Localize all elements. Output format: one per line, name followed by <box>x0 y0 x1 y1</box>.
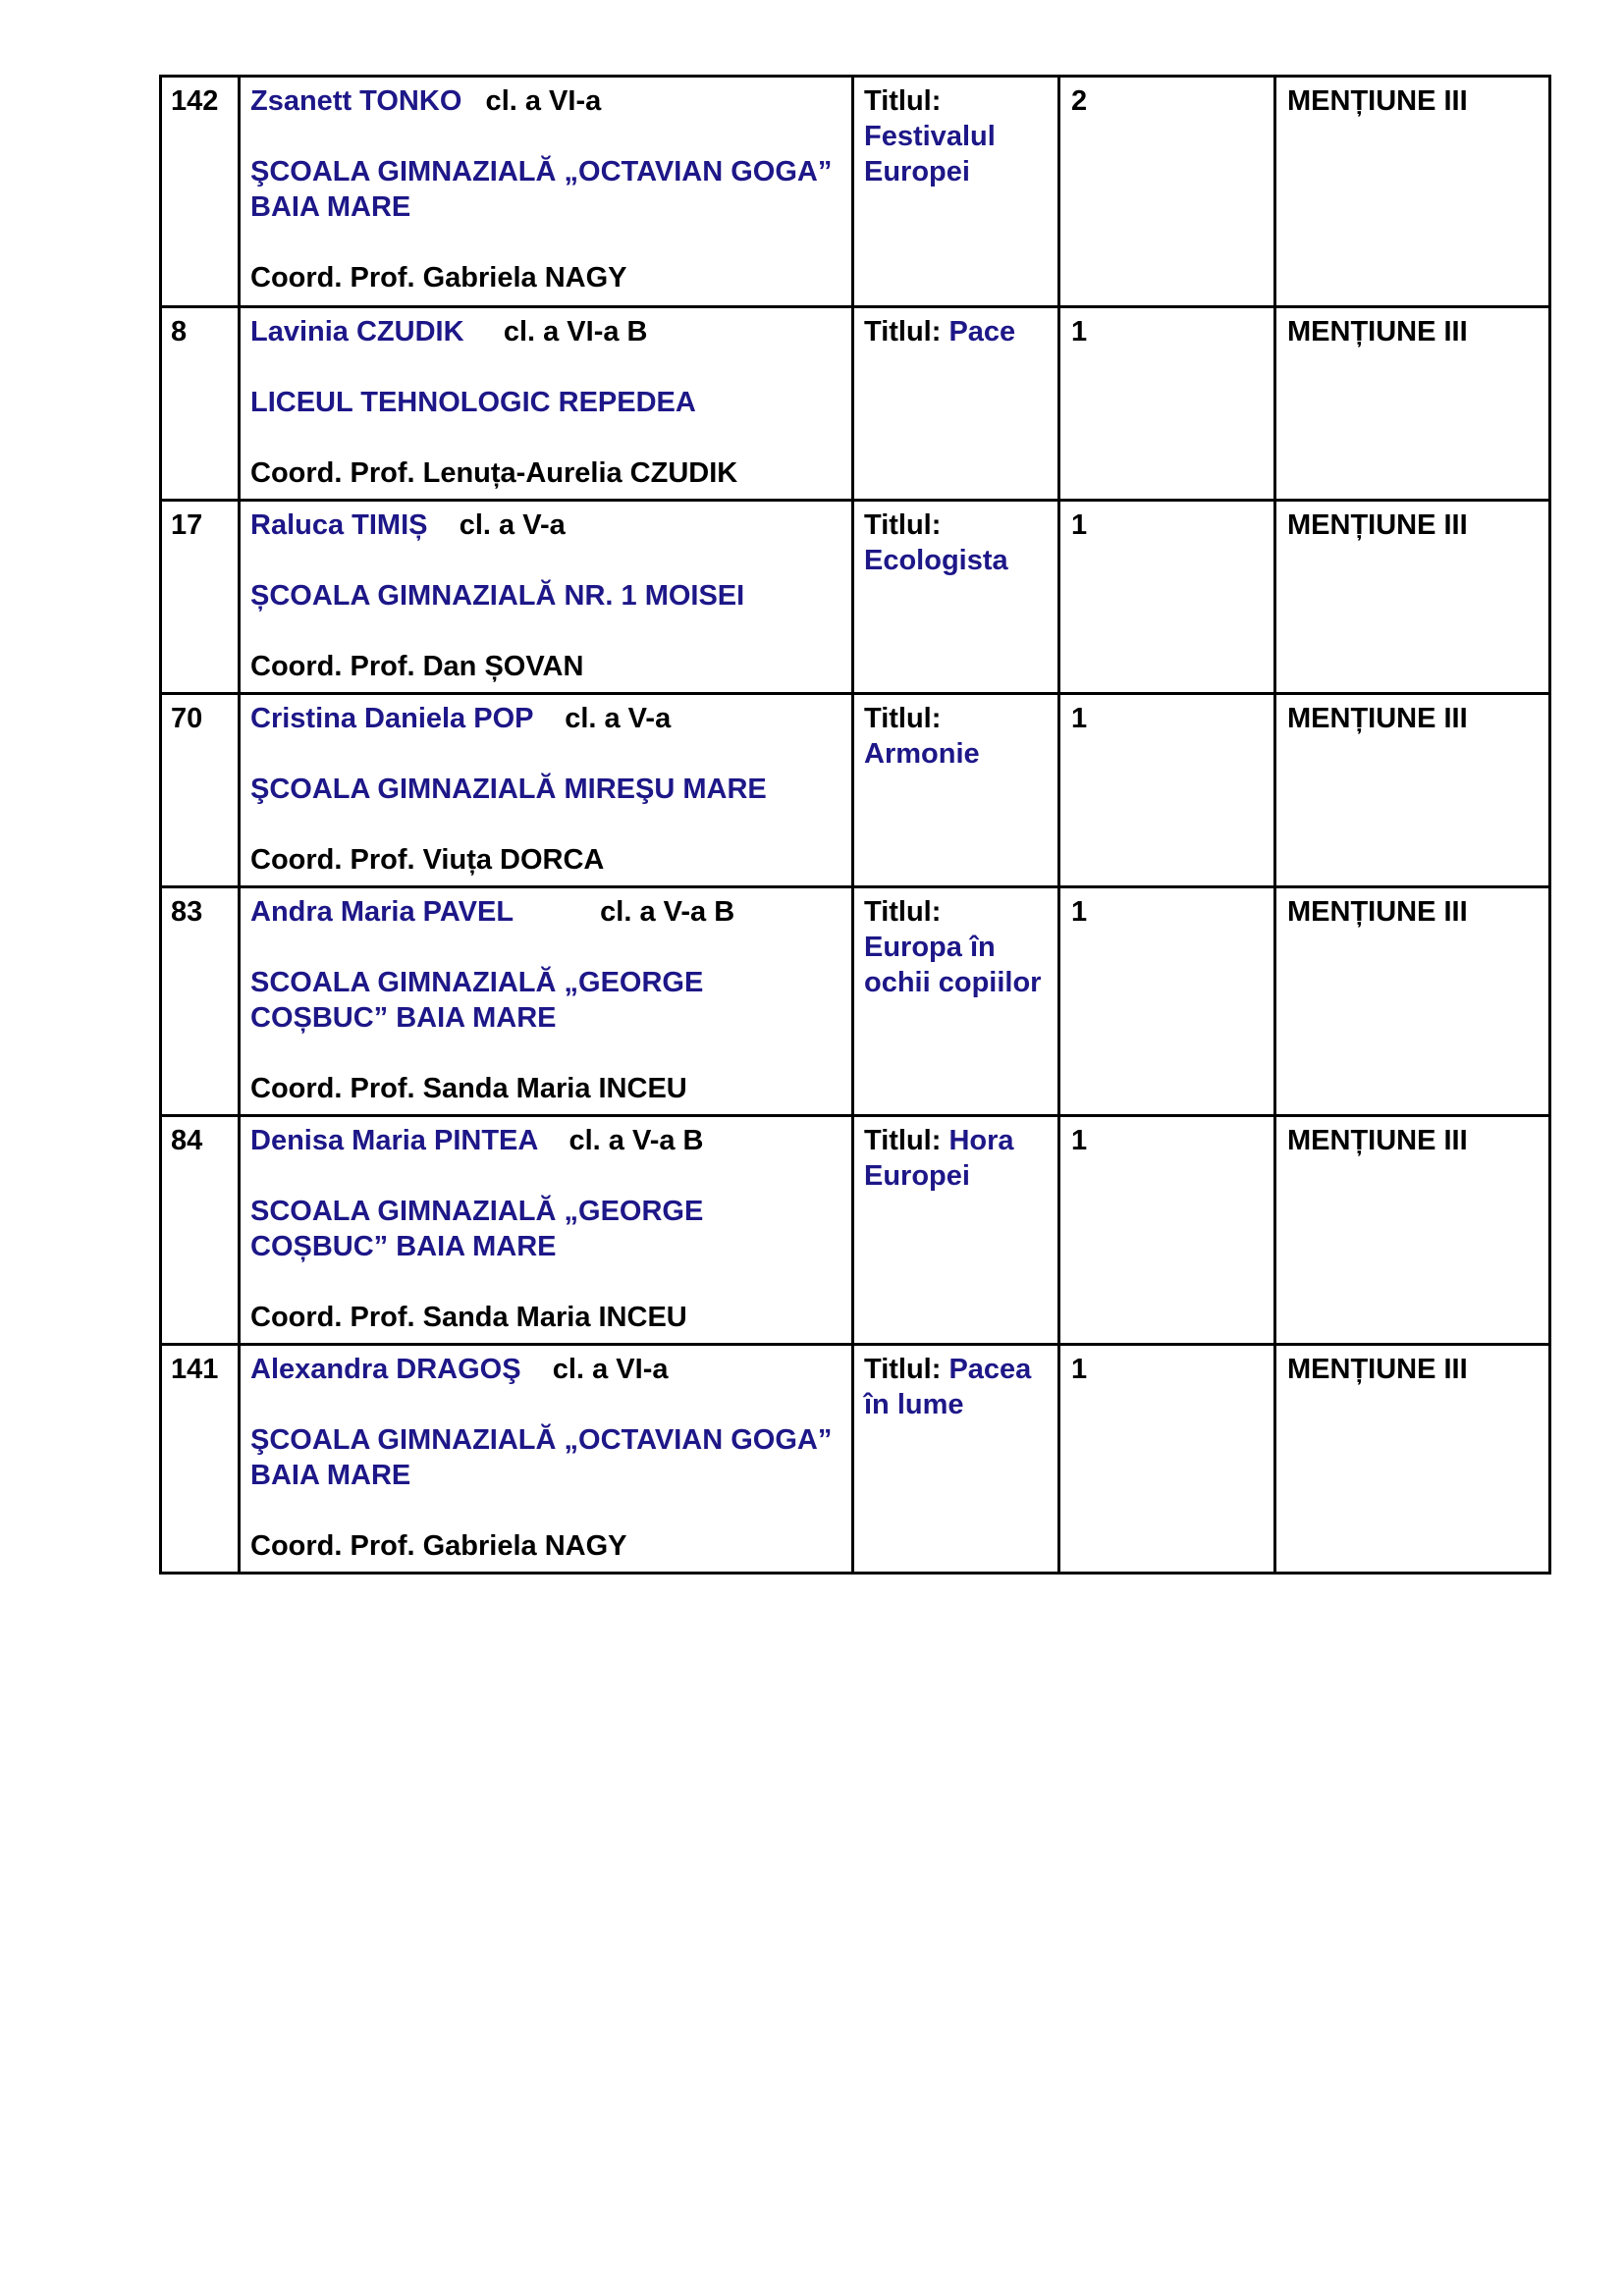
student-class: cl. a V-a B <box>537 1125 704 1156</box>
coordinator: Coord. Prof. Sanda Maria INCEU <box>250 1302 687 1333</box>
table-row <box>161 694 1550 887</box>
student-line <box>250 314 843 349</box>
entry-number: 84 <box>161 1116 240 1345</box>
school-line: SCOALA GIMNAZIALĂ „GEORGE <box>250 967 704 998</box>
student-line <box>250 1123 843 1158</box>
student-cell <box>240 1345 853 1574</box>
award-cell: MENȚIUNE III <box>1275 694 1550 887</box>
school-line: ŞCOALA GIMNAZIALĂ „OCTAVIAN GOGA” <box>250 1424 833 1456</box>
title-cell <box>853 307 1059 501</box>
title-label: Titlul: <box>864 509 942 541</box>
award-cell: MENȚIUNE III <box>1275 307 1550 501</box>
school-name <box>250 154 843 225</box>
title-label: Titlul: <box>864 703 942 734</box>
score-cell: 1 <box>1059 694 1275 887</box>
results-table <box>159 75 1551 1575</box>
school-line: ŞCOALA GIMNAZIALĂ „OCTAVIAN GOGA” <box>250 156 833 187</box>
coordinator: Coord. Prof. Lenuța-Aurelia CZUDIK <box>250 457 738 489</box>
table-row <box>161 77 1550 307</box>
award-cell: MENȚIUNE III <box>1275 77 1550 307</box>
title-cell <box>853 501 1059 694</box>
award-cell: MENȚIUNE III <box>1275 501 1550 694</box>
title-cell <box>853 694 1059 887</box>
title-line: în lume <box>864 1389 964 1420</box>
title-line: Festivalul <box>864 121 996 152</box>
score-cell: 1 <box>1059 1345 1275 1574</box>
title-line: ochii copiilor <box>864 967 1042 998</box>
school-name <box>250 1422 843 1493</box>
school-line: LICEUL TEHNOLOGIC REPEDEA <box>250 387 696 418</box>
entry-number: 17 <box>161 501 240 694</box>
student-line <box>250 83 843 119</box>
score-cell: 1 <box>1059 501 1275 694</box>
student-class: cl. a V-a B <box>513 896 735 928</box>
school-name <box>250 578 843 614</box>
student-cell <box>240 694 853 887</box>
student-cell <box>240 1116 853 1345</box>
student-line <box>250 1352 843 1387</box>
title-line: Europei <box>864 1160 970 1192</box>
title-line: Europa în <box>864 932 996 963</box>
score-cell: 1 <box>1059 307 1275 501</box>
entry-number: 8 <box>161 307 240 501</box>
student-class: cl. a V-a <box>532 703 672 734</box>
school-line: ȘCOALA GIMNAZIALĂ NR. 1 MOISEI <box>250 580 745 612</box>
student-line <box>250 701 843 736</box>
table-row <box>161 307 1550 501</box>
title-extra-lines <box>864 1387 1054 1422</box>
title-cell <box>853 1345 1059 1574</box>
student-name: Cristina Daniela POP <box>250 703 533 734</box>
title-inline: Pacea <box>941 1354 1032 1385</box>
student-class: cl. a VI-a <box>520 1354 669 1385</box>
school-line: BAIA MARE <box>250 1460 411 1491</box>
coordinator: Coord. Prof. Viuța DORCA <box>250 844 605 876</box>
title-label: Titlul: <box>864 316 942 347</box>
coordinator: Coord. Prof. Gabriela NAGY <box>250 1530 627 1562</box>
entry-number: 141 <box>161 1345 240 1574</box>
school-name <box>250 965 843 1036</box>
student-name: Zsanett TONKO <box>250 85 462 117</box>
table-body <box>161 77 1550 1574</box>
award-cell: MENȚIUNE III <box>1275 1116 1550 1345</box>
entry-number: 70 <box>161 694 240 887</box>
student-name: Raluca TIMIȘ <box>250 509 428 541</box>
student-name: Denisa Maria PINTEA <box>250 1125 538 1156</box>
title-extra-lines <box>864 119 1054 189</box>
award-cell: MENȚIUNE III <box>1275 887 1550 1116</box>
title-inline: Hora <box>941 1125 1014 1156</box>
title-line: Europei <box>864 156 970 187</box>
student-line <box>250 507 843 543</box>
title-extra-lines <box>864 1158 1054 1194</box>
title-label: Titlul: <box>864 1125 942 1156</box>
student-class: cl. a VI-a B <box>463 316 648 347</box>
table-row <box>161 501 1550 694</box>
title-extra-lines <box>864 736 1054 772</box>
student-class: cl. a VI-a <box>461 85 602 117</box>
score-cell: 1 <box>1059 1116 1275 1345</box>
title-cell <box>853 887 1059 1116</box>
title-extra-lines <box>864 930 1054 1000</box>
school-line: COȘBUC” BAIA MARE <box>250 1002 557 1034</box>
school-line: SCOALA GIMNAZIALĂ „GEORGE <box>250 1196 704 1227</box>
title-line: Ecologista <box>864 545 1008 576</box>
school-name <box>250 772 843 807</box>
school-line: ŞCOALA GIMNAZIALĂ MIREŞU MARE <box>250 774 767 805</box>
student-cell <box>240 307 853 501</box>
school-line: BAIA MARE <box>250 191 411 223</box>
student-cell <box>240 77 853 307</box>
score-cell: 2 <box>1059 77 1275 307</box>
title-cell <box>853 77 1059 307</box>
award-cell: MENȚIUNE III <box>1275 1345 1550 1574</box>
score-cell: 1 <box>1059 887 1275 1116</box>
title-label: Titlul: <box>864 85 942 117</box>
coordinator: Coord. Prof. Gabriela NAGY <box>250 262 627 294</box>
title-label: Titlul: <box>864 1354 942 1385</box>
school-name <box>250 1194 843 1264</box>
school-name <box>250 385 843 420</box>
school-line: COȘBUC” BAIA MARE <box>250 1231 557 1262</box>
student-name: Alexandra DRAGOŞ <box>250 1354 521 1385</box>
entry-number: 142 <box>161 77 240 307</box>
student-cell <box>240 887 853 1116</box>
table-row <box>161 1116 1550 1345</box>
student-class: cl. a V-a <box>427 509 566 541</box>
title-extra-lines <box>864 543 1054 578</box>
student-name: Andra Maria PAVEL <box>250 896 514 928</box>
title-inline: Pace <box>941 316 1016 347</box>
table-row <box>161 1345 1550 1574</box>
student-cell <box>240 501 853 694</box>
student-line <box>250 894 843 930</box>
entry-number: 83 <box>161 887 240 1116</box>
coordinator: Coord. Prof. Dan ȘOVAN <box>250 651 584 682</box>
title-label: Titlul: <box>864 896 942 928</box>
student-name: Lavinia CZUDIK <box>250 316 464 347</box>
table-row <box>161 887 1550 1116</box>
title-line: Armonie <box>864 738 980 770</box>
title-cell <box>853 1116 1059 1345</box>
coordinator: Coord. Prof. Sanda Maria INCEU <box>250 1073 687 1104</box>
